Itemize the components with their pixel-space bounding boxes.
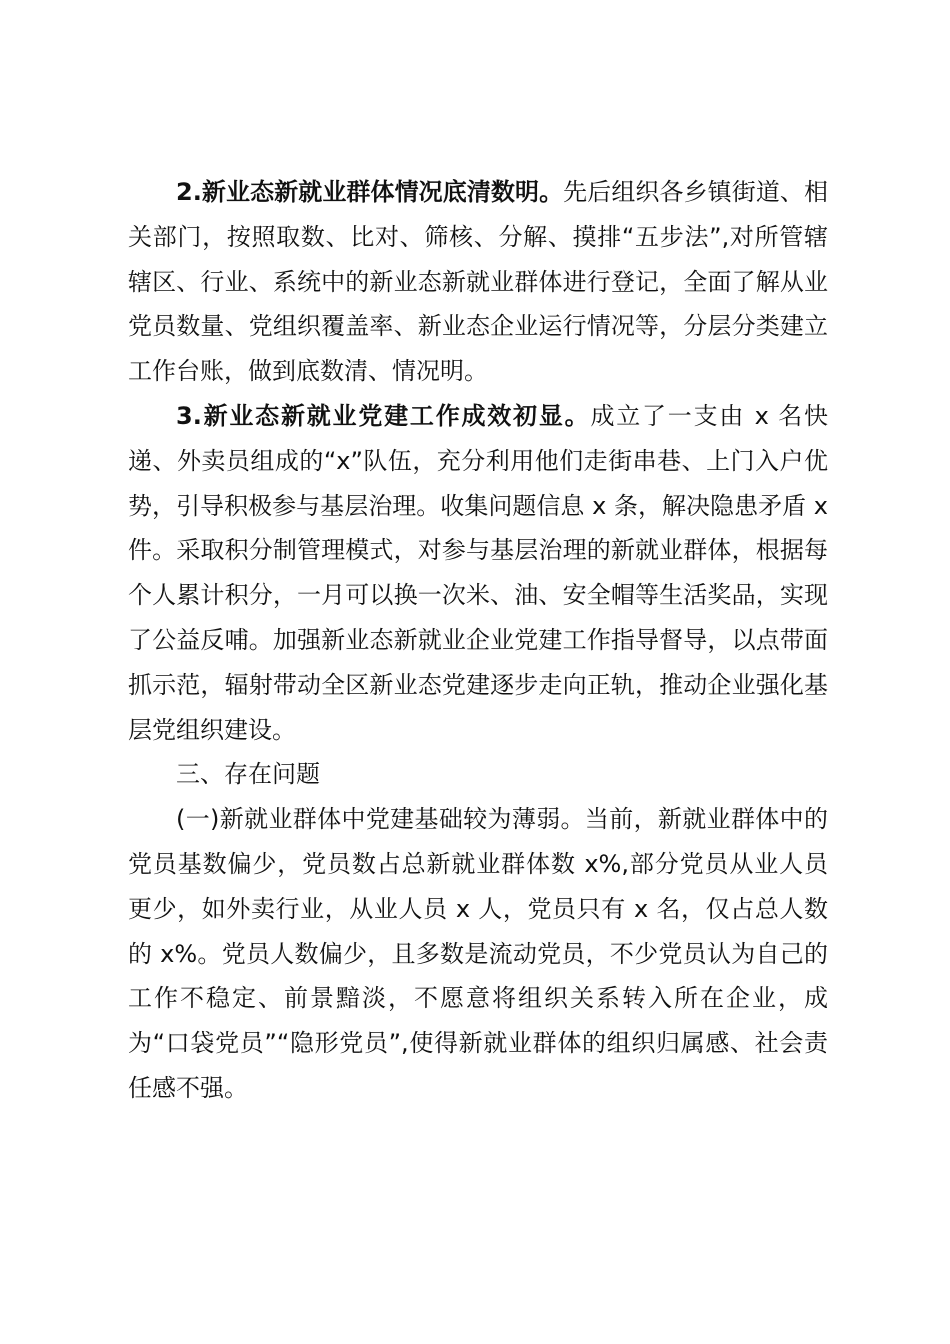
paragraph-survey: [128, 170, 828, 394]
paragraph-text: 先后组织各乡镇街道、相关部门，按照取数、比对、筛核、分解、摸排“五步法”,对所管辖辖区、行业、系统中的新业态新就业群体进行登记，全面了解从业党员数量、党组织覆盖率、新业态企业运行情况等，分层分类建立工作台账，做到底数清、情况明。: [128, 178, 828, 386]
paragraph-text: (一)新就业群体中党建基础较为薄弱。当前，新就业群体中的党员基数偏少，党员数占总新就业群体数 x%,部分党员从业人员更少，如外卖行业，从业人员 x 人，党员只有 x 名，仅占总人数的 x%。党员人数偏少，且多数是流动党员，不少党员认为自己的工作不稳定、前景黯淡，不愿意将组织关系转入所在企业，成为“口袋党员”“隐形党员”,使得新就业群体的组织归属感、社会责任感不强。: [128, 805, 828, 1102]
paragraph-problem-one: [128, 797, 828, 1111]
paragraph-results: [128, 394, 828, 752]
paragraph-text: 成立了一支由 x 名快递、外卖员组成的“x”队伍，充分利用他们走街串巷、上门入户优势，引导积极参与基层治理。收集问题信息 x 条，解决隐患矛盾 x 件。采取积分制管理模式，对参与基层治理的新就业群体，根据每个人累计积分，一月可以换一次米、油、安全帽等生活奖品，实现了公益反哺。加强新业态新就业企业党建工作指导督导，以点带面抓示范，辐射带动全区新业态党建逐步走向正轨，推动企业强化基层党组织建设。: [128, 401, 828, 744]
document-body: [128, 170, 828, 1111]
paragraph-heading: 2.新业态新就业群体情况底清数明。: [176, 178, 564, 206]
section-heading: [128, 752, 828, 797]
section-heading-text: 三、存在问题: [176, 760, 320, 789]
paragraph-heading: 3.新业态新就业党建工作成效初显。: [176, 401, 591, 430]
